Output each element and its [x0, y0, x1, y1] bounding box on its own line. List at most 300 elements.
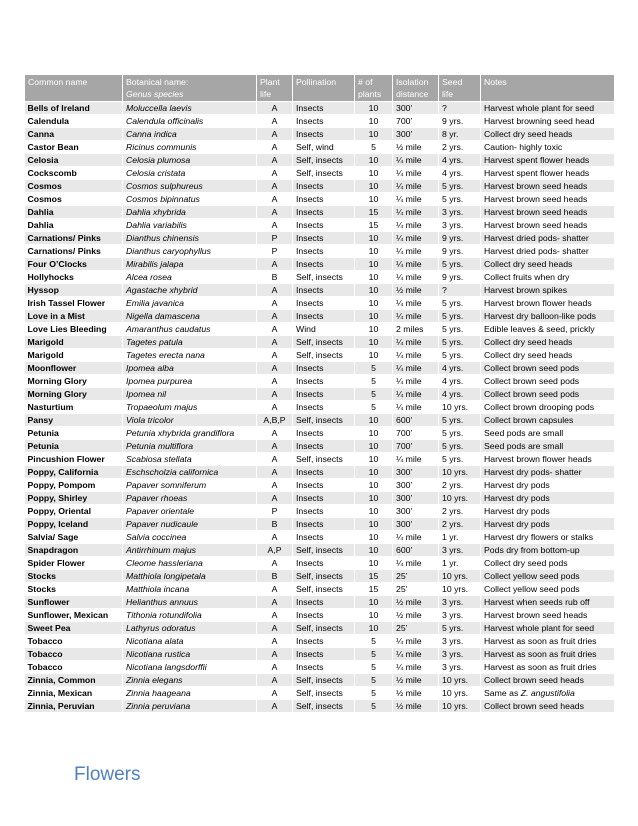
table-row: [25, 531, 615, 544]
table-row: [25, 297, 615, 310]
cell-botanical-name: Viola tricolor: [123, 414, 257, 427]
cell-isolation-distance: ¼ mile: [393, 297, 439, 310]
cell-num-plants: 10: [355, 622, 393, 635]
cell-botanical-name: Cosmos sulphureus: [123, 180, 257, 193]
table-row: [25, 167, 615, 180]
cell-isolation-distance: 700’: [393, 427, 439, 440]
cell-num-plants: 10: [355, 557, 393, 570]
column-header-label: Plant: [260, 77, 280, 87]
cell-common-name: Poppy, Pompom: [25, 479, 123, 492]
cell-isolation-distance: ½ mile: [393, 700, 439, 713]
cell-plant-life: B: [257, 570, 293, 583]
cell-num-plants: 10: [355, 440, 393, 453]
cell-num-plants: 10: [355, 427, 393, 440]
cell-notes: Harvest when seeds rub off: [481, 596, 615, 609]
cell-botanical-name: Salvia coccinea: [123, 531, 257, 544]
cell-pollination: Insects: [293, 466, 355, 479]
cell-seed-life: 5 yrs.: [439, 440, 481, 453]
cell-botanical-name: Agastache xhybrid: [123, 284, 257, 297]
cell-seed-life: 10 yrs.: [439, 492, 481, 505]
cell-common-name: Petunia: [25, 427, 123, 440]
table-row: [25, 427, 615, 440]
cell-common-name: Hyssop: [25, 284, 123, 297]
cell-common-name: Carnations/ Pinks: [25, 245, 123, 258]
table-row: [25, 687, 615, 700]
cell-pollination: Insects: [293, 258, 355, 271]
cell-common-name: Snapdragon: [25, 544, 123, 557]
cell-botanical-name: Canna indica: [123, 128, 257, 141]
column-header-seed-life: [439, 75, 481, 102]
cell-isolation-distance: ¼ mile: [393, 453, 439, 466]
cell-plant-life: A: [257, 427, 293, 440]
cell-isolation-distance: ¼ mile: [393, 245, 439, 258]
cell-common-name: Carnations/ Pinks: [25, 232, 123, 245]
cell-botanical-name: Calendula officinalis: [123, 115, 257, 128]
cell-plant-life: A: [257, 258, 293, 271]
cell-botanical-name: Lathyrus odoratus: [123, 622, 257, 635]
cell-plant-life: A: [257, 323, 293, 336]
cell-plant-life: A: [257, 531, 293, 544]
cell-notes: Harvest browning seed head: [481, 115, 615, 128]
cell-notes: Harvest brown spikes: [481, 284, 615, 297]
cell-num-plants: 10: [355, 492, 393, 505]
cell-pollination: Insects: [293, 232, 355, 245]
column-header-isolation-distance: [393, 75, 439, 102]
cell-isolation-distance: ¼ mile: [393, 531, 439, 544]
cell-plant-life: A: [257, 440, 293, 453]
cell-num-plants: 10: [355, 232, 393, 245]
page-title: Flowers: [74, 764, 141, 785]
cell-num-plants: 10: [355, 310, 393, 323]
cell-seed-life: 2 yrs.: [439, 505, 481, 518]
cell-common-name: Poppy, Oriental: [25, 505, 123, 518]
cell-notes: Same as Z. angustifolia: [481, 687, 615, 700]
cell-pollination: Insects: [293, 440, 355, 453]
table-row: [25, 310, 615, 323]
column-header-botanical-name: [123, 75, 257, 102]
cell-plant-life: A: [257, 219, 293, 232]
cell-num-plants: 10: [355, 596, 393, 609]
cell-seed-life: 3 yrs.: [439, 219, 481, 232]
cell-common-name: Dahlia: [25, 219, 123, 232]
cell-pollination: Insects: [293, 557, 355, 570]
cell-num-plants: 10: [355, 115, 393, 128]
cell-pollination: Insects: [293, 596, 355, 609]
cell-common-name: Castor Bean: [25, 141, 123, 154]
cell-seed-life: 4 yrs.: [439, 154, 481, 167]
cell-botanical-name: Ipomea alba: [123, 362, 257, 375]
cell-pollination: Self, insects: [293, 674, 355, 687]
cell-seed-life: 10 yrs.: [439, 687, 481, 700]
table-row: [25, 323, 615, 336]
cell-num-plants: 5: [355, 648, 393, 661]
cell-pollination: Insects: [293, 206, 355, 219]
cell-isolation-distance: ¼ mile: [393, 661, 439, 674]
cell-notes: Collect dry seed pods: [481, 557, 615, 570]
cell-seed-life: 9 yrs.: [439, 232, 481, 245]
cell-isolation-distance: 25’: [393, 583, 439, 596]
cell-seed-life: 9 yrs.: [439, 115, 481, 128]
cell-common-name: Spider Flower: [25, 557, 123, 570]
cell-common-name: Marigold: [25, 336, 123, 349]
table-row: [25, 583, 615, 596]
table-row: [25, 674, 615, 687]
cell-pollination: Insects: [293, 310, 355, 323]
cell-num-plants: 5: [355, 141, 393, 154]
cell-common-name: Morning Glory: [25, 388, 123, 401]
cell-pollination: Insects: [293, 245, 355, 258]
cell-num-plants: 10: [355, 544, 393, 557]
cell-botanical-name: Dianthus chinensis: [123, 232, 257, 245]
cell-seed-life: 5 yrs.: [439, 453, 481, 466]
cell-notes: Collect yellow seed pods: [481, 583, 615, 596]
cell-notes: Harvest brown seed heads: [481, 193, 615, 206]
cell-isolation-distance: ¼ mile: [393, 648, 439, 661]
cell-pollination: Insects: [293, 362, 355, 375]
cell-num-plants: 10: [355, 414, 393, 427]
cell-num-plants: 10: [355, 193, 393, 206]
table-row: [25, 206, 615, 219]
cell-seed-life: 3 yrs.: [439, 661, 481, 674]
cell-botanical-name: Antirrhinum majus: [123, 544, 257, 557]
cell-botanical-name: Tagetes erecta nana: [123, 349, 257, 362]
cell-num-plants: 10: [355, 167, 393, 180]
table-row: [25, 414, 615, 427]
cell-plant-life: A: [257, 609, 293, 622]
cell-notes: Collect dry seed heads: [481, 336, 615, 349]
cell-notes: Harvest dry flowers or stalks: [481, 531, 615, 544]
table-row: [25, 518, 615, 531]
cell-isolation-distance: ¼ mile: [393, 362, 439, 375]
cell-plant-life: A: [257, 362, 293, 375]
cell-seed-life: 3 yrs.: [439, 648, 481, 661]
cell-pollination: Self, insects: [293, 583, 355, 596]
cell-notes: Harvest as soon as fruit dries: [481, 648, 615, 661]
cell-num-plants: 10: [355, 479, 393, 492]
cell-seed-life: 3 yrs.: [439, 609, 481, 622]
column-header-common-name: [25, 75, 123, 102]
column-header-sublabel: life: [442, 89, 454, 99]
cell-notes: Harvest dry pods: [481, 479, 615, 492]
cell-notes: Harvest spent flower heads: [481, 167, 615, 180]
cell-pollination: Insects: [293, 401, 355, 414]
cell-isolation-distance: 300’: [393, 128, 439, 141]
cell-botanical-name: Ricinus communis: [123, 141, 257, 154]
cell-num-plants: 10: [355, 453, 393, 466]
cell-plant-life: A: [257, 297, 293, 310]
cell-num-plants: 5: [355, 700, 393, 713]
cell-seed-life: 3 yrs.: [439, 544, 481, 557]
cell-isolation-distance: 300’: [393, 492, 439, 505]
cell-pollination: Insects: [293, 635, 355, 648]
cell-isolation-distance: 300’: [393, 102, 439, 115]
cell-plant-life: A: [257, 466, 293, 479]
table-row: [25, 102, 615, 115]
cell-pollination: Insects: [293, 518, 355, 531]
cell-seed-life: 3 yrs.: [439, 635, 481, 648]
cell-seed-life: 5 yrs.: [439, 336, 481, 349]
cell-pollination: Insects: [293, 492, 355, 505]
cell-seed-life: 4 yrs.: [439, 388, 481, 401]
cell-num-plants: 10: [355, 102, 393, 115]
table-row: [25, 141, 615, 154]
cell-common-name: Four O’Clocks: [25, 258, 123, 271]
table-row: [25, 349, 615, 362]
cell-num-plants: 10: [355, 518, 393, 531]
cell-common-name: Zinnia, Peruvian: [25, 700, 123, 713]
column-header-label: Isolation: [396, 77, 429, 87]
cell-botanical-name: Dahlia variabilis: [123, 219, 257, 232]
column-header-label: Pollination: [296, 77, 337, 87]
cell-seed-life: 10 yrs.: [439, 583, 481, 596]
cell-notes: Harvest dry pods- shatter: [481, 466, 615, 479]
table-header: [25, 75, 615, 102]
cell-pollination: Self, insects: [293, 154, 355, 167]
table-row: [25, 193, 615, 206]
cell-seed-life: 2 yrs.: [439, 141, 481, 154]
cell-plant-life: A: [257, 128, 293, 141]
cell-notes: Collect fruits when dry: [481, 271, 615, 284]
cell-pollination: Insects: [293, 505, 355, 518]
cell-num-plants: 15: [355, 570, 393, 583]
cell-isolation-distance: ¼ mile: [393, 336, 439, 349]
cell-botanical-name: Papaver rhoeas: [123, 492, 257, 505]
cell-num-plants: 10: [355, 154, 393, 167]
cell-botanical-name: Cleome hassleriana: [123, 557, 257, 570]
cell-isolation-distance: ½ mile: [393, 141, 439, 154]
cell-common-name: Love in a Mist: [25, 310, 123, 323]
cell-isolation-distance: 25’: [393, 570, 439, 583]
cell-num-plants: 10: [355, 128, 393, 141]
cell-seed-life: 10 yrs.: [439, 466, 481, 479]
cell-plant-life: P: [257, 505, 293, 518]
cell-common-name: Pansy: [25, 414, 123, 427]
cell-botanical-name: Helianthus annuus: [123, 596, 257, 609]
cell-common-name: Nasturtium: [25, 401, 123, 414]
cell-botanical-name: Dianthus caryophyllus: [123, 245, 257, 258]
cell-botanical-name: Scabiosa stellata: [123, 453, 257, 466]
cell-pollination: Insects: [293, 284, 355, 297]
cell-common-name: Stocks: [25, 570, 123, 583]
cell-common-name: Poppy, California: [25, 466, 123, 479]
cell-seed-life: 5 yrs.: [439, 622, 481, 635]
cell-isolation-distance: ¼ mile: [393, 167, 439, 180]
table-row: [25, 557, 615, 570]
cell-notes: Collect brown seed heads: [481, 674, 615, 687]
cell-seed-life: 5 yrs.: [439, 310, 481, 323]
cell-num-plants: 10: [355, 323, 393, 336]
cell-num-plants: 10: [355, 609, 393, 622]
cell-seed-life: 5 yrs.: [439, 297, 481, 310]
cell-plant-life: A: [257, 674, 293, 687]
cell-isolation-distance: ¼ mile: [393, 232, 439, 245]
cell-botanical-name: Petunia multiflora: [123, 440, 257, 453]
column-header-label: Notes: [484, 77, 507, 87]
cell-botanical-name: Zinnia haageana: [123, 687, 257, 700]
cell-notes: Harvest brown flower heads: [481, 297, 615, 310]
cell-botanical-name: Tagetes patula: [123, 336, 257, 349]
cell-plant-life: A: [257, 115, 293, 128]
cell-common-name: Dahlia: [25, 206, 123, 219]
cell-isolation-distance: ¼ mile: [393, 258, 439, 271]
table-row: [25, 336, 615, 349]
column-header-label: # of: [358, 77, 373, 87]
cell-isolation-distance: ¼ mile: [393, 193, 439, 206]
cell-notes: Harvest dried pods- shatter: [481, 245, 615, 258]
seed-saving-table: [24, 74, 615, 713]
cell-botanical-name: Nigella damascena: [123, 310, 257, 323]
cell-common-name: Hollyhocks: [25, 271, 123, 284]
cell-notes: Collect dry seed heads: [481, 128, 615, 141]
cell-notes: Harvest brown seed heads: [481, 206, 615, 219]
cell-notes: Harvest brown seed heads: [481, 180, 615, 193]
cell-notes: Harvest dry pods: [481, 518, 615, 531]
cell-plant-life: A,P: [257, 544, 293, 557]
cell-seed-life: 9 yrs.: [439, 245, 481, 258]
cell-notes: Harvest dry pods: [481, 505, 615, 518]
table-row: [25, 180, 615, 193]
cell-botanical-name: Tithonia rotundifolia: [123, 609, 257, 622]
cell-plant-life: A: [257, 154, 293, 167]
cell-plant-life: P: [257, 232, 293, 245]
cell-num-plants: 5: [355, 661, 393, 674]
cell-plant-life: A: [257, 557, 293, 570]
cell-notes: Harvest whole plant for seed: [481, 622, 615, 635]
cell-seed-life: 5 yrs.: [439, 258, 481, 271]
cell-plant-life: A: [257, 375, 293, 388]
cell-isolation-distance: ½ mile: [393, 609, 439, 622]
cell-common-name: Sunflower: [25, 596, 123, 609]
cell-isolation-distance: ¼ mile: [393, 271, 439, 284]
cell-common-name: Canna: [25, 128, 123, 141]
column-header-plant-life: [257, 75, 293, 102]
cell-plant-life: B: [257, 271, 293, 284]
cell-plant-life: A: [257, 635, 293, 648]
cell-pollination: Insects: [293, 648, 355, 661]
table-row: [25, 622, 615, 635]
column-header-label: Common name: [28, 77, 88, 87]
cell-num-plants: 5: [355, 388, 393, 401]
cell-plant-life: A: [257, 622, 293, 635]
cell-botanical-name: Nicotiana alata: [123, 635, 257, 648]
cell-plant-life: A: [257, 167, 293, 180]
cell-plant-life: A: [257, 180, 293, 193]
cell-plant-life: A: [257, 284, 293, 297]
table-row: [25, 388, 615, 401]
table-row: [25, 232, 615, 245]
cell-botanical-name: Cosmos bipinnatus: [123, 193, 257, 206]
cell-isolation-distance: 300’: [393, 505, 439, 518]
cell-common-name: Celosia: [25, 154, 123, 167]
table-row: [25, 453, 615, 466]
cell-notes: Harvest spent flower heads: [481, 154, 615, 167]
cell-plant-life: A: [257, 700, 293, 713]
cell-num-plants: 10: [355, 180, 393, 193]
cell-plant-life: A: [257, 349, 293, 362]
cell-common-name: Marigold: [25, 349, 123, 362]
cell-num-plants: 10: [355, 336, 393, 349]
cell-common-name: Poppy, Iceland: [25, 518, 123, 531]
cell-isolation-distance: 600’: [393, 414, 439, 427]
cell-seed-life: 1 yr.: [439, 531, 481, 544]
cell-isolation-distance: 300’: [393, 466, 439, 479]
cell-botanical-name: Mirabilis jalapa: [123, 258, 257, 271]
cell-notes: Pods dry from bottom-up: [481, 544, 615, 557]
cell-pollination: Self, insects: [293, 687, 355, 700]
cell-plant-life: A: [257, 206, 293, 219]
cell-isolation-distance: 600’: [393, 544, 439, 557]
cell-plant-life: A: [257, 492, 293, 505]
species-reference: Z. angustifolia: [520, 688, 575, 698]
cell-common-name: Bells of Ireland: [25, 102, 123, 115]
cell-seed-life: 5 yrs.: [439, 193, 481, 206]
table-row: [25, 258, 615, 271]
cell-pollination: Self, insects: [293, 453, 355, 466]
cell-isolation-distance: ½ mile: [393, 687, 439, 700]
table-row: [25, 635, 615, 648]
cell-botanical-name: Nicotiana rustica: [123, 648, 257, 661]
column-header-sublabel: distance: [396, 89, 429, 99]
cell-notes: Harvest as soon as fruit dries: [481, 635, 615, 648]
cell-notes: Collect brown seed heads: [481, 700, 615, 713]
cell-botanical-name: Amaranthus caudatus: [123, 323, 257, 336]
cell-isolation-distance: ¼ mile: [393, 401, 439, 414]
cell-isolation-distance: 300’: [393, 479, 439, 492]
cell-plant-life: P: [257, 245, 293, 258]
cell-pollination: Self, insects: [293, 336, 355, 349]
table-row: [25, 128, 615, 141]
cell-botanical-name: Celosia plumosa: [123, 154, 257, 167]
cell-seed-life: 2 yrs.: [439, 479, 481, 492]
cell-num-plants: 5: [355, 401, 393, 414]
cell-num-plants: 10: [355, 284, 393, 297]
table-row: [25, 544, 615, 557]
cell-isolation-distance: ¼ mile: [393, 219, 439, 232]
cell-pollination: Self, insects: [293, 700, 355, 713]
table-row: [25, 492, 615, 505]
table-row: [25, 661, 615, 674]
table-row: [25, 700, 615, 713]
cell-common-name: Zinnia, Common: [25, 674, 123, 687]
cell-seed-life: 5 yrs.: [439, 180, 481, 193]
cell-seed-life: 10 yrs.: [439, 401, 481, 414]
cell-plant-life: A,B,P: [257, 414, 293, 427]
cell-plant-life: A: [257, 401, 293, 414]
cell-seed-life: 2 yrs.: [439, 518, 481, 531]
cell-isolation-distance: ¼ mile: [393, 349, 439, 362]
cell-notes: Harvest brown seed heads: [481, 219, 615, 232]
cell-botanical-name: Papaver orientale: [123, 505, 257, 518]
cell-pollination: Insects: [293, 115, 355, 128]
cell-pollination: Insects: [293, 193, 355, 206]
cell-botanical-name: Dahlia xhybrida: [123, 206, 257, 219]
cell-botanical-name: Eschscholzia californica: [123, 466, 257, 479]
column-header-label: Botanical name:: [126, 77, 189, 87]
cell-num-plants: 5: [355, 687, 393, 700]
cell-isolation-distance: 25’: [393, 622, 439, 635]
cell-seed-life: 10 yrs.: [439, 700, 481, 713]
cell-plant-life: A: [257, 661, 293, 674]
cell-pollination: Self, insects: [293, 167, 355, 180]
cell-plant-life: A: [257, 453, 293, 466]
cell-isolation-distance: 300’: [393, 518, 439, 531]
table-row: [25, 479, 615, 492]
cell-botanical-name: Celosia cristata: [123, 167, 257, 180]
cell-botanical-name: Zinnia peruviana: [123, 700, 257, 713]
cell-notes: Harvest dried pods- shatter: [481, 232, 615, 245]
cell-pollination: Insects: [293, 375, 355, 388]
cell-num-plants: 10: [355, 349, 393, 362]
